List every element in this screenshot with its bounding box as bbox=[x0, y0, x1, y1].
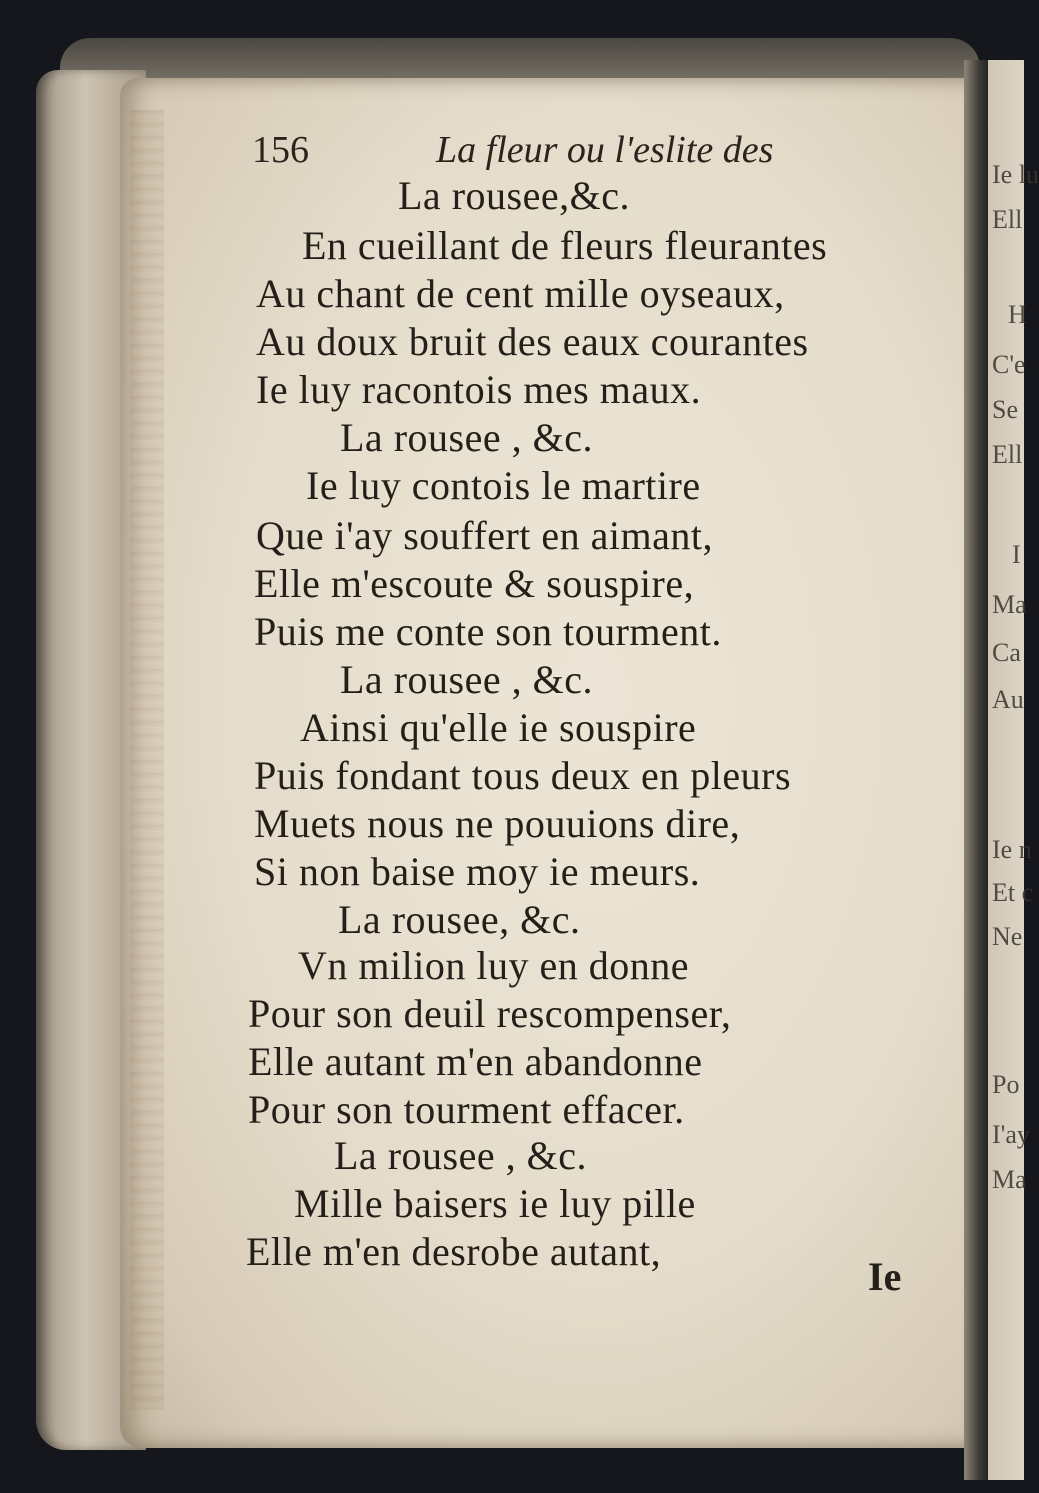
recto-fragment: Au bbox=[992, 685, 1024, 714]
gutter-shadow bbox=[964, 60, 990, 1480]
verse-line: Ainsi qu'elle ie souspire bbox=[300, 705, 697, 750]
recto-fragment: Ma bbox=[992, 1165, 1027, 1194]
recto-fragment: Po bbox=[992, 1070, 1020, 1099]
refrain-line: La rousee, &c. bbox=[338, 897, 581, 942]
page-number: 156 bbox=[252, 129, 309, 171]
verse-line: En cueillant de fleurs fleurantes bbox=[302, 223, 828, 268]
verse-line: Si non baise moy ie meurs. bbox=[254, 849, 701, 894]
verse-line: Vn milion luy en donne bbox=[298, 943, 689, 988]
running-title: La fleur ou l'eslite des bbox=[436, 129, 774, 171]
verse-line: Pour son tourment effacer. bbox=[248, 1087, 685, 1132]
recto-fragment: Ell bbox=[992, 205, 1023, 234]
verse-line: Au doux bruit des eaux courantes bbox=[256, 319, 809, 364]
refrain-line: La rousee,&c. bbox=[398, 173, 630, 218]
verse-line: Elle autant m'en abandonne bbox=[248, 1039, 703, 1084]
recto-fragment: Ie lu bbox=[992, 160, 1039, 189]
verse-line: Mille baisers ie luy pille bbox=[294, 1181, 696, 1226]
refrain-line: La rousee , &c. bbox=[340, 415, 593, 460]
refrain-line: La rousee , &c. bbox=[340, 657, 593, 702]
recto-fragment: Ma bbox=[992, 590, 1027, 619]
recto-fragment: I bbox=[1012, 540, 1021, 569]
verse-line: Ie luy contois le martire bbox=[306, 463, 701, 508]
recto-page-edge bbox=[988, 60, 1024, 1480]
refrain-line: La rousee , &c. bbox=[334, 1133, 587, 1178]
recto-fragment: I'ay bbox=[992, 1120, 1030, 1149]
running-head bbox=[252, 128, 792, 178]
recto-fragment: Et c bbox=[992, 878, 1034, 907]
recto-fragment: Ie n bbox=[992, 835, 1032, 864]
verse-line: Elle m'en desrobe autant, bbox=[246, 1229, 662, 1274]
page-foxing bbox=[130, 110, 164, 1410]
recto-fragment: Ell bbox=[992, 440, 1023, 469]
recto-fragment: H bbox=[1008, 300, 1027, 329]
recto-fragment: Ca bbox=[992, 638, 1021, 667]
recto-fragment: Ne bbox=[992, 922, 1023, 951]
verse-line: Elle m'escoute & souspire, bbox=[254, 561, 695, 606]
verse-line: Puis fondant tous deux en pleurs bbox=[254, 753, 792, 798]
verse-line: Muets nous ne pouuions dire, bbox=[254, 801, 741, 846]
recto-fragment: Se bbox=[992, 395, 1018, 424]
recto-fragment: C'e bbox=[992, 350, 1026, 379]
catchword: Ie bbox=[868, 1254, 902, 1299]
verse-line: Pour son deuil rescompenser, bbox=[248, 991, 732, 1036]
verse-line: Ie luy racontois mes maux. bbox=[256, 367, 702, 412]
verse-line: Puis me conte son tourment. bbox=[254, 609, 722, 654]
verse-line: Que i'ay souffert en aimant, bbox=[256, 513, 713, 558]
verse-line: Au chant de cent mille oyseaux, bbox=[256, 271, 785, 316]
